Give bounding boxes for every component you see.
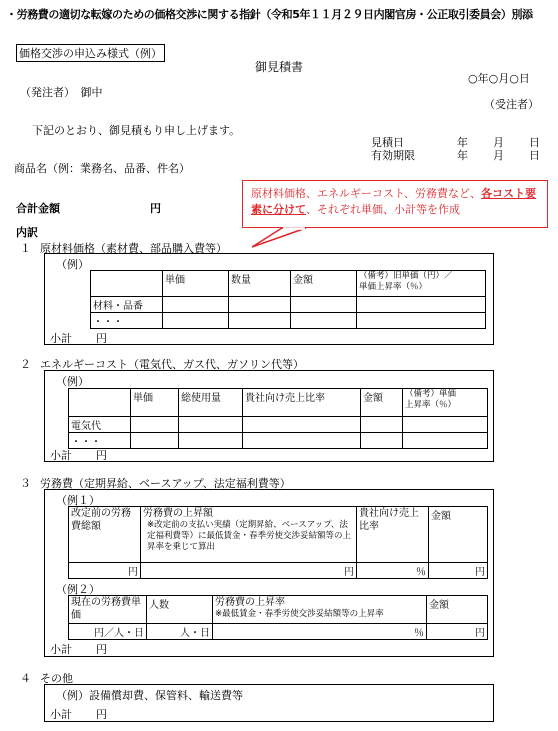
sec4-title: その他 [40, 672, 73, 685]
callout-text-2: 、それぞれ単価、小計等を作成 [306, 203, 460, 216]
valid-year: 年 [457, 149, 468, 162]
sec3-ex2-unit-cost: 現在の労務費単価 [69, 596, 147, 624]
sec3-ex2-unit-3: ％ [213, 624, 427, 640]
sec1-title: 原材料価格（素材費、部品購入費等） [40, 242, 227, 255]
sec4-subtotal-yen: 円 [96, 708, 107, 721]
sec3-ex1-unit-3: ％ [357, 563, 429, 579]
sec3-number: ３ [20, 477, 31, 490]
quote-year: 年 [457, 136, 468, 149]
sec3-ex1-sales-ratio: 貴社向け売上比率 [357, 507, 429, 563]
sec2-title: エネルギーコスト（電気代、ガス代、ガソリン代等） [40, 358, 304, 371]
sec3-ex1-increase-title: 労務費の上昇額 [143, 508, 213, 519]
sec1-number: １ [20, 242, 31, 255]
sec3-ex1-unit-2: 円 [141, 563, 357, 579]
valid-day: 日 [529, 149, 540, 162]
sec4-subtotal: 小計 [50, 708, 72, 721]
valid-month: 月 [493, 149, 504, 162]
sec2-header-sales-ratio: 貴社向け売上比率 [243, 389, 361, 417]
sec1-table [90, 270, 486, 329]
sec3-ex2-unit-2: 人・日 [147, 624, 213, 640]
date-placeholder: ○年○月○日 [468, 72, 530, 85]
sec1-header-unit-price: 単価 [163, 271, 229, 297]
sec2-subtotal-yen: 円 [96, 449, 107, 462]
sec2-header-usage: 総使用量 [179, 389, 243, 417]
sec3-ex1-unit-1: 円 [69, 563, 141, 579]
form-label: 価格交渉の申込み様式（例） [16, 44, 165, 62]
total-label: 合計金額 [16, 202, 60, 215]
header-title: ・労務費の適切な転嫁のための価格交渉に関する指針（令和5年１１月２９日内閣官房・公正取引委員会）別添 [6, 8, 533, 21]
sec1-row-material: 材料・品番 [91, 297, 163, 313]
sec1-header-amount: 金額 [291, 271, 357, 297]
sec3-title: 労務費（定期昇給、ベースアップ、法定福利費等） [40, 477, 291, 490]
sec4-number: ４ [20, 672, 31, 685]
sec3-table2 [68, 595, 488, 640]
intro-text: 下記のとおり、御見積もり申し上げます。 [32, 124, 241, 137]
sec2-table [68, 388, 488, 449]
callout-emphasis: 各コスト要素に分けて [251, 187, 537, 216]
recipient-label: （受注者） [484, 98, 539, 111]
sec3-example1: （例１） [56, 494, 100, 507]
quote-day: 日 [529, 136, 540, 149]
sec3-subtotal-yen: 円 [96, 643, 107, 656]
sec2-row-etc: ・・・ [69, 433, 131, 449]
sec1-header-quantity: 数量 [229, 271, 291, 297]
sec2-row-electricity: 電気代 [69, 417, 131, 433]
sec3-ex2-unit-4: 円 [427, 624, 488, 640]
sec2-header-note: （備考）単価 上昇率（％） [403, 389, 488, 417]
sec1-header-note: （備考）旧単価（円）／ 単価上昇率（％） [357, 271, 486, 297]
sec4-example: （例）設備償却費、保管料、輸送費等 [56, 689, 243, 702]
callout-box [242, 180, 548, 228]
callout-pointer [248, 222, 328, 252]
doc-title: 御見積書 [255, 60, 304, 74]
sec3-ex2-rate-note: ※最低賃金・春季労使交渉妥結額等の上昇率 [215, 609, 384, 619]
sec3-ex1-unit-4: 円 [429, 563, 488, 579]
sec3-ex1-increase-note: ※改定前の支払い実績（定期昇給、ベースアップ、法定福利費等）に最低賃金・春季労使交渉妥結額等の上昇率を乗じて算出 [147, 520, 352, 552]
sec3-ex1-prior-total: 改定前の労務費総額 [69, 507, 141, 563]
sec2-example: （例） [56, 375, 89, 388]
sec3-ex1-amount: 金額 [429, 507, 488, 563]
total-yen: 円 [150, 202, 161, 215]
sec3-table1 [68, 506, 488, 579]
valid-label: 有効期限 [371, 149, 415, 162]
sec3-example2: （例２） [56, 583, 100, 596]
sec3-ex2-amount: 金額 [427, 596, 488, 624]
product-label: 商品名（例：業務名、品番、件名） [14, 162, 190, 175]
sec2-header-amount: 金額 [361, 389, 403, 417]
sec3-ex2-rate-title: 労務費の上昇率 [215, 597, 285, 608]
sec1-row-etc: ・・・ [91, 313, 163, 329]
sec1-example: （例） [56, 258, 89, 271]
quote-date-label: 見積日 [371, 136, 404, 149]
sec2-subtotal: 小計 [50, 449, 72, 462]
sec2-header-unit-price: 単価 [131, 389, 179, 417]
sec3-ex2-unit-1: 円／人・日 [69, 624, 147, 640]
issuer-label: （発注者） 御中 [20, 86, 103, 99]
sec3-subtotal: 小計 [50, 643, 72, 656]
breakdown-label: 内訳 [16, 226, 38, 239]
sec1-subtotal-yen: 円 [96, 332, 107, 345]
sec1-subtotal: 小計 [50, 332, 72, 345]
callout-text-1: 原材料価格、エネルギーコスト、労務費など、 [251, 187, 482, 200]
quote-month: 月 [493, 136, 504, 149]
sec3-ex2-headcount: 人数 [147, 596, 213, 624]
sec2-number: ２ [20, 358, 31, 371]
